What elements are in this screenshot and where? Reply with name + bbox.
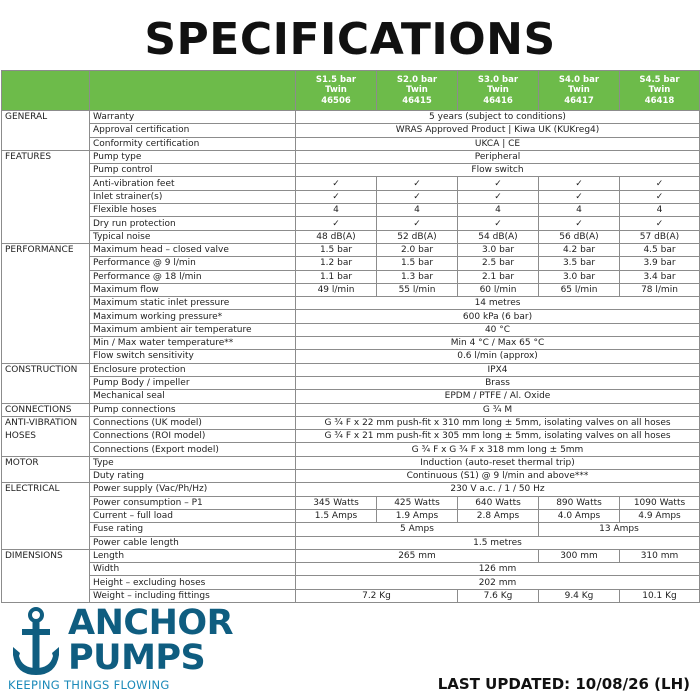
spec-row [2,164,700,177]
spec-value: Peripheral [296,150,700,163]
spec-row [2,390,700,403]
spec-row [2,257,700,270]
spec-value: 7.6 Kg [458,589,539,602]
spec-value: ✓ [377,190,458,203]
spec-value: 3.9 bar [620,257,700,270]
spec-label: Duty rating [90,470,296,483]
header-blank-cell [90,71,296,111]
model-header: S3.0 bar Twin 46416 [458,71,539,111]
spec-value: 48 dB(A) [296,230,377,243]
spec-value: UKCA | CE [296,137,700,150]
spec-value: 1.5 metres [296,536,700,549]
spec-row [2,177,700,190]
spec-row [2,496,700,509]
section-label: ELECTRICAL [2,483,90,549]
spec-row [2,124,700,137]
spec-value: 1.9 Amps [377,509,458,522]
spec-value: WRAS Approved Product | Kiwa UK (KUKreg4) [296,124,700,137]
spec-value: 3.0 bar [458,243,539,256]
spec-value: 4.0 Amps [539,509,620,522]
spec-value: 2.0 bar [377,243,458,256]
spec-label: Approval certification [90,124,296,137]
spec-label: Maximum static inlet pressure [90,297,296,310]
spec-table-body [2,111,700,603]
last-updated-text: LAST UPDATED: 10/08/26 (LH) [437,675,690,693]
spec-row [2,204,700,217]
spec-label: Current – full load [90,509,296,522]
spec-label: Maximum ambient air temperature [90,323,296,336]
spec-label: Length [90,549,296,562]
spec-value: 265 mm [296,549,539,562]
logo-tagline: KEEPING THINGS FLOWING [8,678,170,692]
spec-label: Min / Max water temperature** [90,337,296,350]
spec-value: 300 mm [539,549,620,562]
spec-row [2,363,700,376]
spec-row [2,150,700,163]
spec-row [2,443,700,456]
spec-label: Mechanical seal [90,390,296,403]
spec-value: 600 kPa (6 bar) [296,310,700,323]
spec-value: G ¾ F x G ¾ F x 318 mm long ± 5mm [296,443,700,456]
spec-value: IPX4 [296,363,700,376]
spec-value: 2.8 Amps [458,509,539,522]
section-label: ANTI-VIBRATION HOSES [2,416,90,456]
spec-table [1,70,700,603]
spec-value: ✓ [620,190,700,203]
spec-value: 4 [377,204,458,217]
spec-label: Power supply (Vac/Ph/Hz) [90,483,296,496]
spec-value: 230 V a.c. / 1 / 50 Hz [296,483,700,496]
spec-row [2,111,700,124]
spec-value: Brass [296,376,700,389]
spec-value: 2.1 bar [458,270,539,283]
spec-label: Width [90,563,296,576]
spec-value: ✓ [296,190,377,203]
spec-value: ✓ [296,177,377,190]
spec-label: Fuse rating [90,523,296,536]
spec-row [2,283,700,296]
spec-label: Pump type [90,150,296,163]
spec-label: Connections (ROI model) [90,430,296,443]
spec-value: Induction (auto-reset thermal trip) [296,456,700,469]
spec-label: Height – excluding hoses [90,576,296,589]
spec-value: 5 Amps [296,523,539,536]
spec-value: 60 l/min [458,283,539,296]
spec-value: 10.1 Kg [620,589,700,602]
section-label: CONNECTIONS [2,403,90,416]
spec-row [2,549,700,562]
spec-value: 1.2 bar [296,257,377,270]
spec-row [2,376,700,389]
spec-value: 345 Watts [296,496,377,509]
spec-label: Flow switch sensitivity [90,350,296,363]
spec-value: 4 [620,204,700,217]
spec-value: ✓ [539,190,620,203]
logo-brand-line2: PUMPS [68,638,206,678]
spec-value: 40 °C [296,323,700,336]
spec-row [2,270,700,283]
spec-value: 1090 Watts [620,496,700,509]
spec-row [2,536,700,549]
spec-row [2,456,700,469]
spec-value: 3.4 bar [620,270,700,283]
spec-value: 640 Watts [458,496,539,509]
spec-value: 126 mm [296,563,700,576]
header-blank-cell [2,71,90,111]
spec-label: Anti-vibration feet [90,177,296,190]
spec-value: 13 Amps [539,523,700,536]
spec-value: ✓ [377,217,458,230]
section-label: CONSTRUCTION [2,363,90,403]
spec-value: 57 dB(A) [620,230,700,243]
spec-value: 4 [458,204,539,217]
spec-row [2,297,700,310]
spec-row [2,430,700,443]
spec-value: 3.0 bar [539,270,620,283]
spec-label: Connections (Export model) [90,443,296,456]
spec-row [2,230,700,243]
spec-row [2,523,700,536]
spec-value: 65 l/min [539,283,620,296]
spec-value: 425 Watts [377,496,458,509]
spec-value: ✓ [539,217,620,230]
spec-value: ✓ [296,217,377,230]
spec-label: Enclosure protection [90,363,296,376]
spec-label: Warranty [90,111,296,124]
spec-value: 4.5 bar [620,243,700,256]
spec-value: 1.5 bar [377,257,458,270]
section-label: PERFORMANCE [2,243,90,363]
spec-row [2,470,700,483]
spec-row [2,217,700,230]
anchor-pumps-logo [8,605,248,697]
model-header: S1.5 bar Twin 46506 [296,71,377,111]
anchor-icon [10,607,62,679]
spec-value: 1.3 bar [377,270,458,283]
spec-value: ✓ [620,177,700,190]
spec-value: Min 4 °C / Max 65 °C [296,337,700,350]
spec-value: 4.2 bar [539,243,620,256]
model-header-row [2,71,700,111]
model-header: S4.5 bar Twin 46418 [620,71,700,111]
spec-value: 54 dB(A) [458,230,539,243]
spec-row [2,310,700,323]
spec-value: ✓ [458,217,539,230]
spec-value: 55 l/min [377,283,458,296]
spec-value: 56 dB(A) [539,230,620,243]
logo-brand-line1: ANCHOR [68,603,234,643]
spec-label: Pump connections [90,403,296,416]
spec-label: Typical noise [90,230,296,243]
spec-value: 49 l/min [296,283,377,296]
spec-row [2,243,700,256]
spec-label: Maximum flow [90,283,296,296]
spec-label: Performance @ 9 l/min [90,257,296,270]
spec-value: 4 [296,204,377,217]
spec-label: Power consumption – P1 [90,496,296,509]
spec-label: Conformity certification [90,137,296,150]
spec-row [2,589,700,602]
model-header: S4.0 bar Twin 46417 [539,71,620,111]
spec-value: ✓ [377,177,458,190]
spec-label: Type [90,456,296,469]
spec-label: Pump Body / impeller [90,376,296,389]
spec-value: 78 l/min [620,283,700,296]
spec-value: 2.5 bar [458,257,539,270]
spec-value: ✓ [539,177,620,190]
spec-row [2,190,700,203]
spec-value: ✓ [458,190,539,203]
spec-label: Power cable length [90,536,296,549]
spec-label: Pump control [90,164,296,177]
spec-value: 1.5 Amps [296,509,377,522]
spec-label: Maximum head – closed valve [90,243,296,256]
spec-row [2,403,700,416]
spec-value: 202 mm [296,576,700,589]
spec-row [2,509,700,522]
spec-label: Maximum working pressure* [90,310,296,323]
spec-value: 4 [539,204,620,217]
spec-value: G ¾ M [296,403,700,416]
spec-value: 1.5 bar [296,243,377,256]
spec-row [2,323,700,336]
spec-value: 890 Watts [539,496,620,509]
spec-value: 52 dB(A) [377,230,458,243]
section-label: FEATURES [2,150,90,243]
spec-value: 3.5 bar [539,257,620,270]
spec-label: Dry run protection [90,217,296,230]
spec-value: 0.6 l/min (approx) [296,350,700,363]
spec-value: ✓ [620,217,700,230]
spec-label: Flexible hoses [90,204,296,217]
page-title: SPECIFICATIONS [144,14,556,65]
section-label: GENERAL [2,111,90,151]
spec-row [2,576,700,589]
model-header: S2.0 bar Twin 46415 [377,71,458,111]
spec-row [2,563,700,576]
spec-value: 7.2 Kg [296,589,458,602]
spec-row [2,483,700,496]
spec-value: 4.9 Amps [620,509,700,522]
spec-value: 14 metres [296,297,700,310]
spec-label: Connections (UK model) [90,416,296,429]
spec-label: Performance @ 18 l/min [90,270,296,283]
spec-value: EPDM / PTFE / Al. Oxide [296,390,700,403]
spec-label: Inlet strainer(s) [90,190,296,203]
spec-row [2,350,700,363]
spec-row [2,416,700,429]
spec-row [2,137,700,150]
spec-row [2,337,700,350]
spec-value: Flow switch [296,164,700,177]
spec-label: Weight – including fittings [90,589,296,602]
spec-value: Continuous (S1) @ 9 l/min and above*** [296,470,700,483]
spec-value: G ¾ F x 21 mm push-fit x 305 mm long ± 5mm, isolating valves on all hoses [296,430,700,443]
spec-value: 310 mm [620,549,700,562]
spec-value: G ¾ F x 22 mm push-fit x 310 mm long ± 5mm, isolating valves on all hoses [296,416,700,429]
section-label: MOTOR [2,456,90,483]
spec-value: 5 years (subject to conditions) [296,111,700,124]
spec-value: 9.4 Kg [539,589,620,602]
spec-value: 1.1 bar [296,270,377,283]
spec-value: ✓ [458,177,539,190]
section-label: DIMENSIONS [2,549,90,602]
